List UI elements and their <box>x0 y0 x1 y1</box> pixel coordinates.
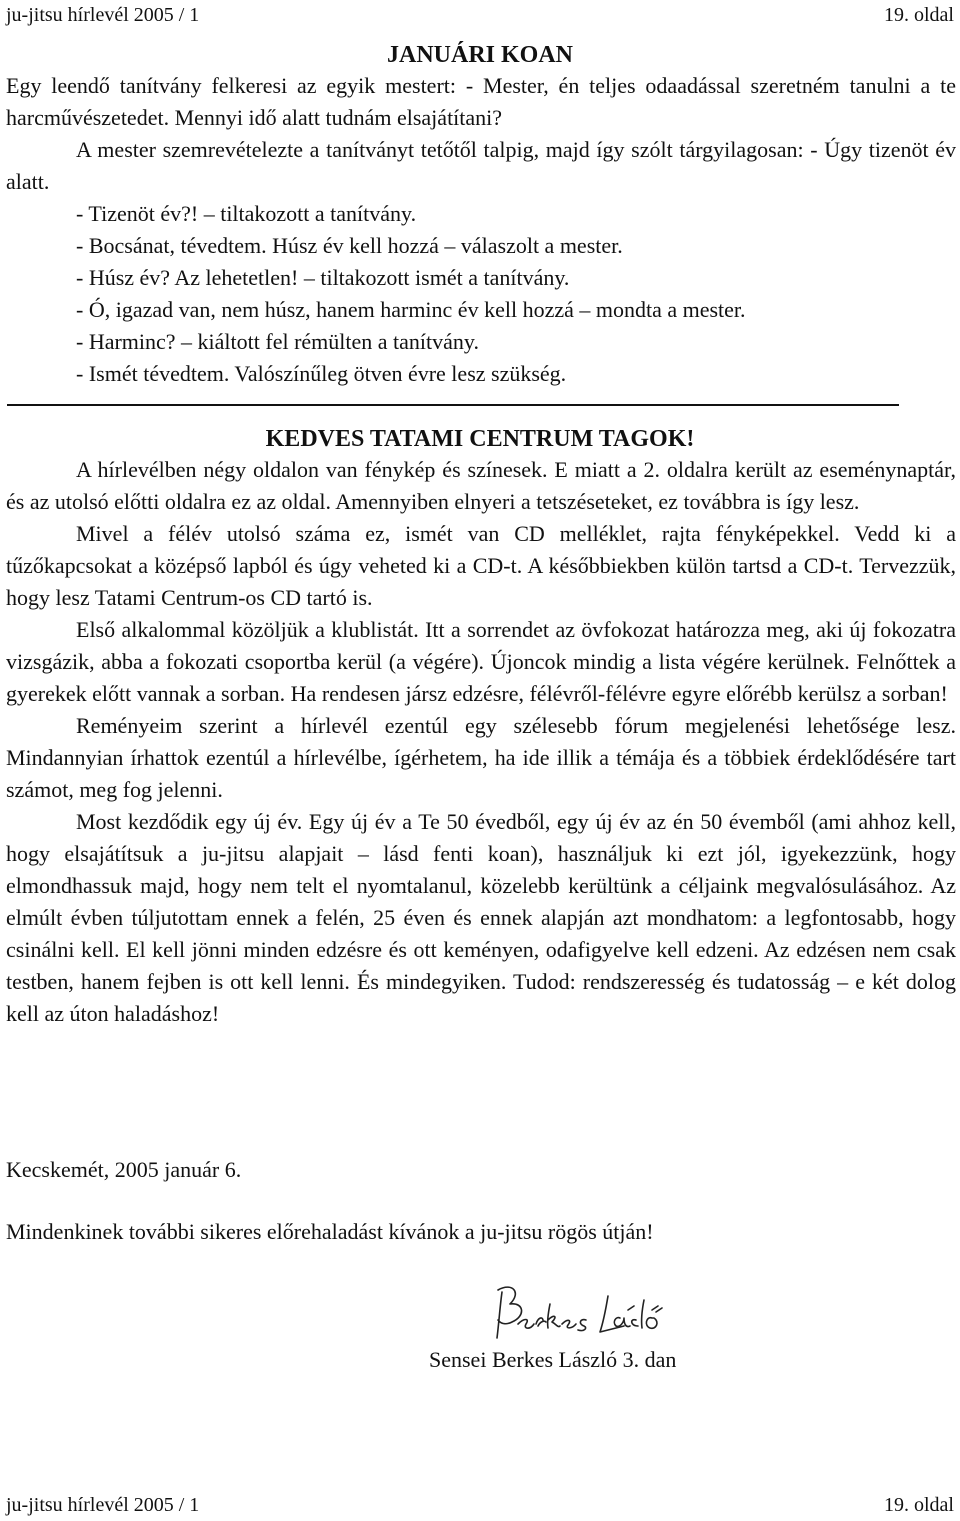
page-footer <box>6 1492 954 1518</box>
signoff-name: Sensei Berkes László 3. dan <box>429 1347 677 1372</box>
dialog-line: - Bocsánat, tévedtem. Húsz év kell hozzá – válaszolt a mester. <box>76 233 623 258</box>
section-body <box>6 454 956 1030</box>
dialog-line: - Tizenöt év?! – tiltakozott a tanítvány. <box>76 201 417 226</box>
page-header <box>6 2 954 28</box>
date-line: Kecskemét, 2005 január 6. <box>6 1157 242 1182</box>
footer-newsletter-title: ju-jitsu hírlevél 2005 / 1 <box>6 1494 200 1516</box>
closing-wish: Mindenkinek további sikeres előrehaladást kívánok a ju-jitsu rögös útján! <box>6 1219 654 1244</box>
footer-page-number: 19. oldal <box>884 1494 954 1516</box>
body-paragraph: Most kezdődik egy új év. Egy új év a Te 50 évedből, egy új év az én 50 évemből (ami ahhoz kell, hogy elsajátítsuk a ju-jitsu alapjait – lásd fenti koan), használjuk ki ezt jól, igyekezzünk, hogy elmondhassuk majd, hogy nem telt el nyomtalanul, közelebb kerültünk a céljaink megvalósulásához. Az elmúlt évben túljutottam ennek a felén, 25 éven és ennek alapján azt mondhatom: a legfontosabb, hogy csinálni kell. El kell jönni minden edzésre és ott keményen, odafigyelve kell edzeni. Az edzésen nem csak testben, hanem fejben is ott kell lenni. És mindegyiken. Tudod: rendszeresség és tudatosság – e két dolog kell az úton haladáshoz! <box>6 809 956 1026</box>
section-divider <box>7 404 899 406</box>
dialog-line: - Harminc? – kiáltott fel rémülten a tanítvány. <box>76 329 479 354</box>
body-paragraph: Mivel a félév utolsó száma ez, ismét van CD melléklet, rajta fényképekkel. Vedd ki a tűzőkapcsokat a középső lapból és úgy veheted ki a CD-t. A későbbiekben külön tartsd a CD-t. Tervezzük, hogy lesz Tatami Centrum-os CD tartó is. <box>6 521 956 610</box>
dialog-line: - Ó, igazad van, nem húsz, hanem harminc év kell hozzá – mondta a mester. <box>76 297 746 322</box>
handwritten-signature <box>488 1278 666 1344</box>
koan-intro-paragraph: Egy leendő tanítvány felkeresi az egyik mestert: - Mester, én teljes odaadással szeretném tanulni a te harcművészetedet. Mennyi idő alatt tudnám elsajátítani? <box>6 73 956 130</box>
section-title: KEDVES TATAMI CENTRUM TAGOK! <box>265 426 695 452</box>
dialog-line: - Húsz év? Az lehetetlen! – tiltakozott ismét a tanítvány. <box>76 265 570 290</box>
dialog-line: - Ismét tévedtem. Valószínűleg ötven évre lesz szükség. <box>76 361 567 386</box>
header-page-number: 19. oldal <box>884 4 954 26</box>
koan-intro-paragraph: A mester szemrevételezte a tanítványt tetőtől talpig, majd így szólt tárgyilagosan: - Úgy tizenöt év alatt. <box>6 137 956 194</box>
body-paragraph: Reményeim szerint a hírlevél ezentúl egy szélesebb fórum megjelenési lehetősége lesz. Mindannyian írhattok ezentúl a hírlevélbe, ígérhetem, ha ide illik a témája és a többiek érdeklődésére tart számot, meg fog jelenni. <box>6 713 956 802</box>
header-newsletter-title: ju-jitsu hírlevél 2005 / 1 <box>6 4 200 26</box>
koan-intro <box>6 70 956 198</box>
koan-dialog <box>76 198 946 390</box>
koan-title: JANUÁRI KOAN <box>387 42 573 68</box>
body-paragraph: Első alkalommal közöljük a klublistát. Itt a sorrendet az övfokozat határozza meg, aki új fokozatra vizsgázik, abba a fokozati csoportba kerül (a végére). Újoncok mindig a lista végére kerülnek. Felnőttek a gyerekek előtt vannak a sorban. Ha rendesen jársz edzésre, félévről-félévre egyre előrébb kerülsz a sorban! <box>6 617 956 706</box>
body-paragraph: A hírlevélben négy oldalon van fénykép és színesek. E miatt a 2. oldalra került az eseménynaptár, és az utolsó előtti oldalra ez az oldal. Amennyiben elnyeri a tetszéseteket, ez továbbra is így lesz. <box>6 457 956 514</box>
